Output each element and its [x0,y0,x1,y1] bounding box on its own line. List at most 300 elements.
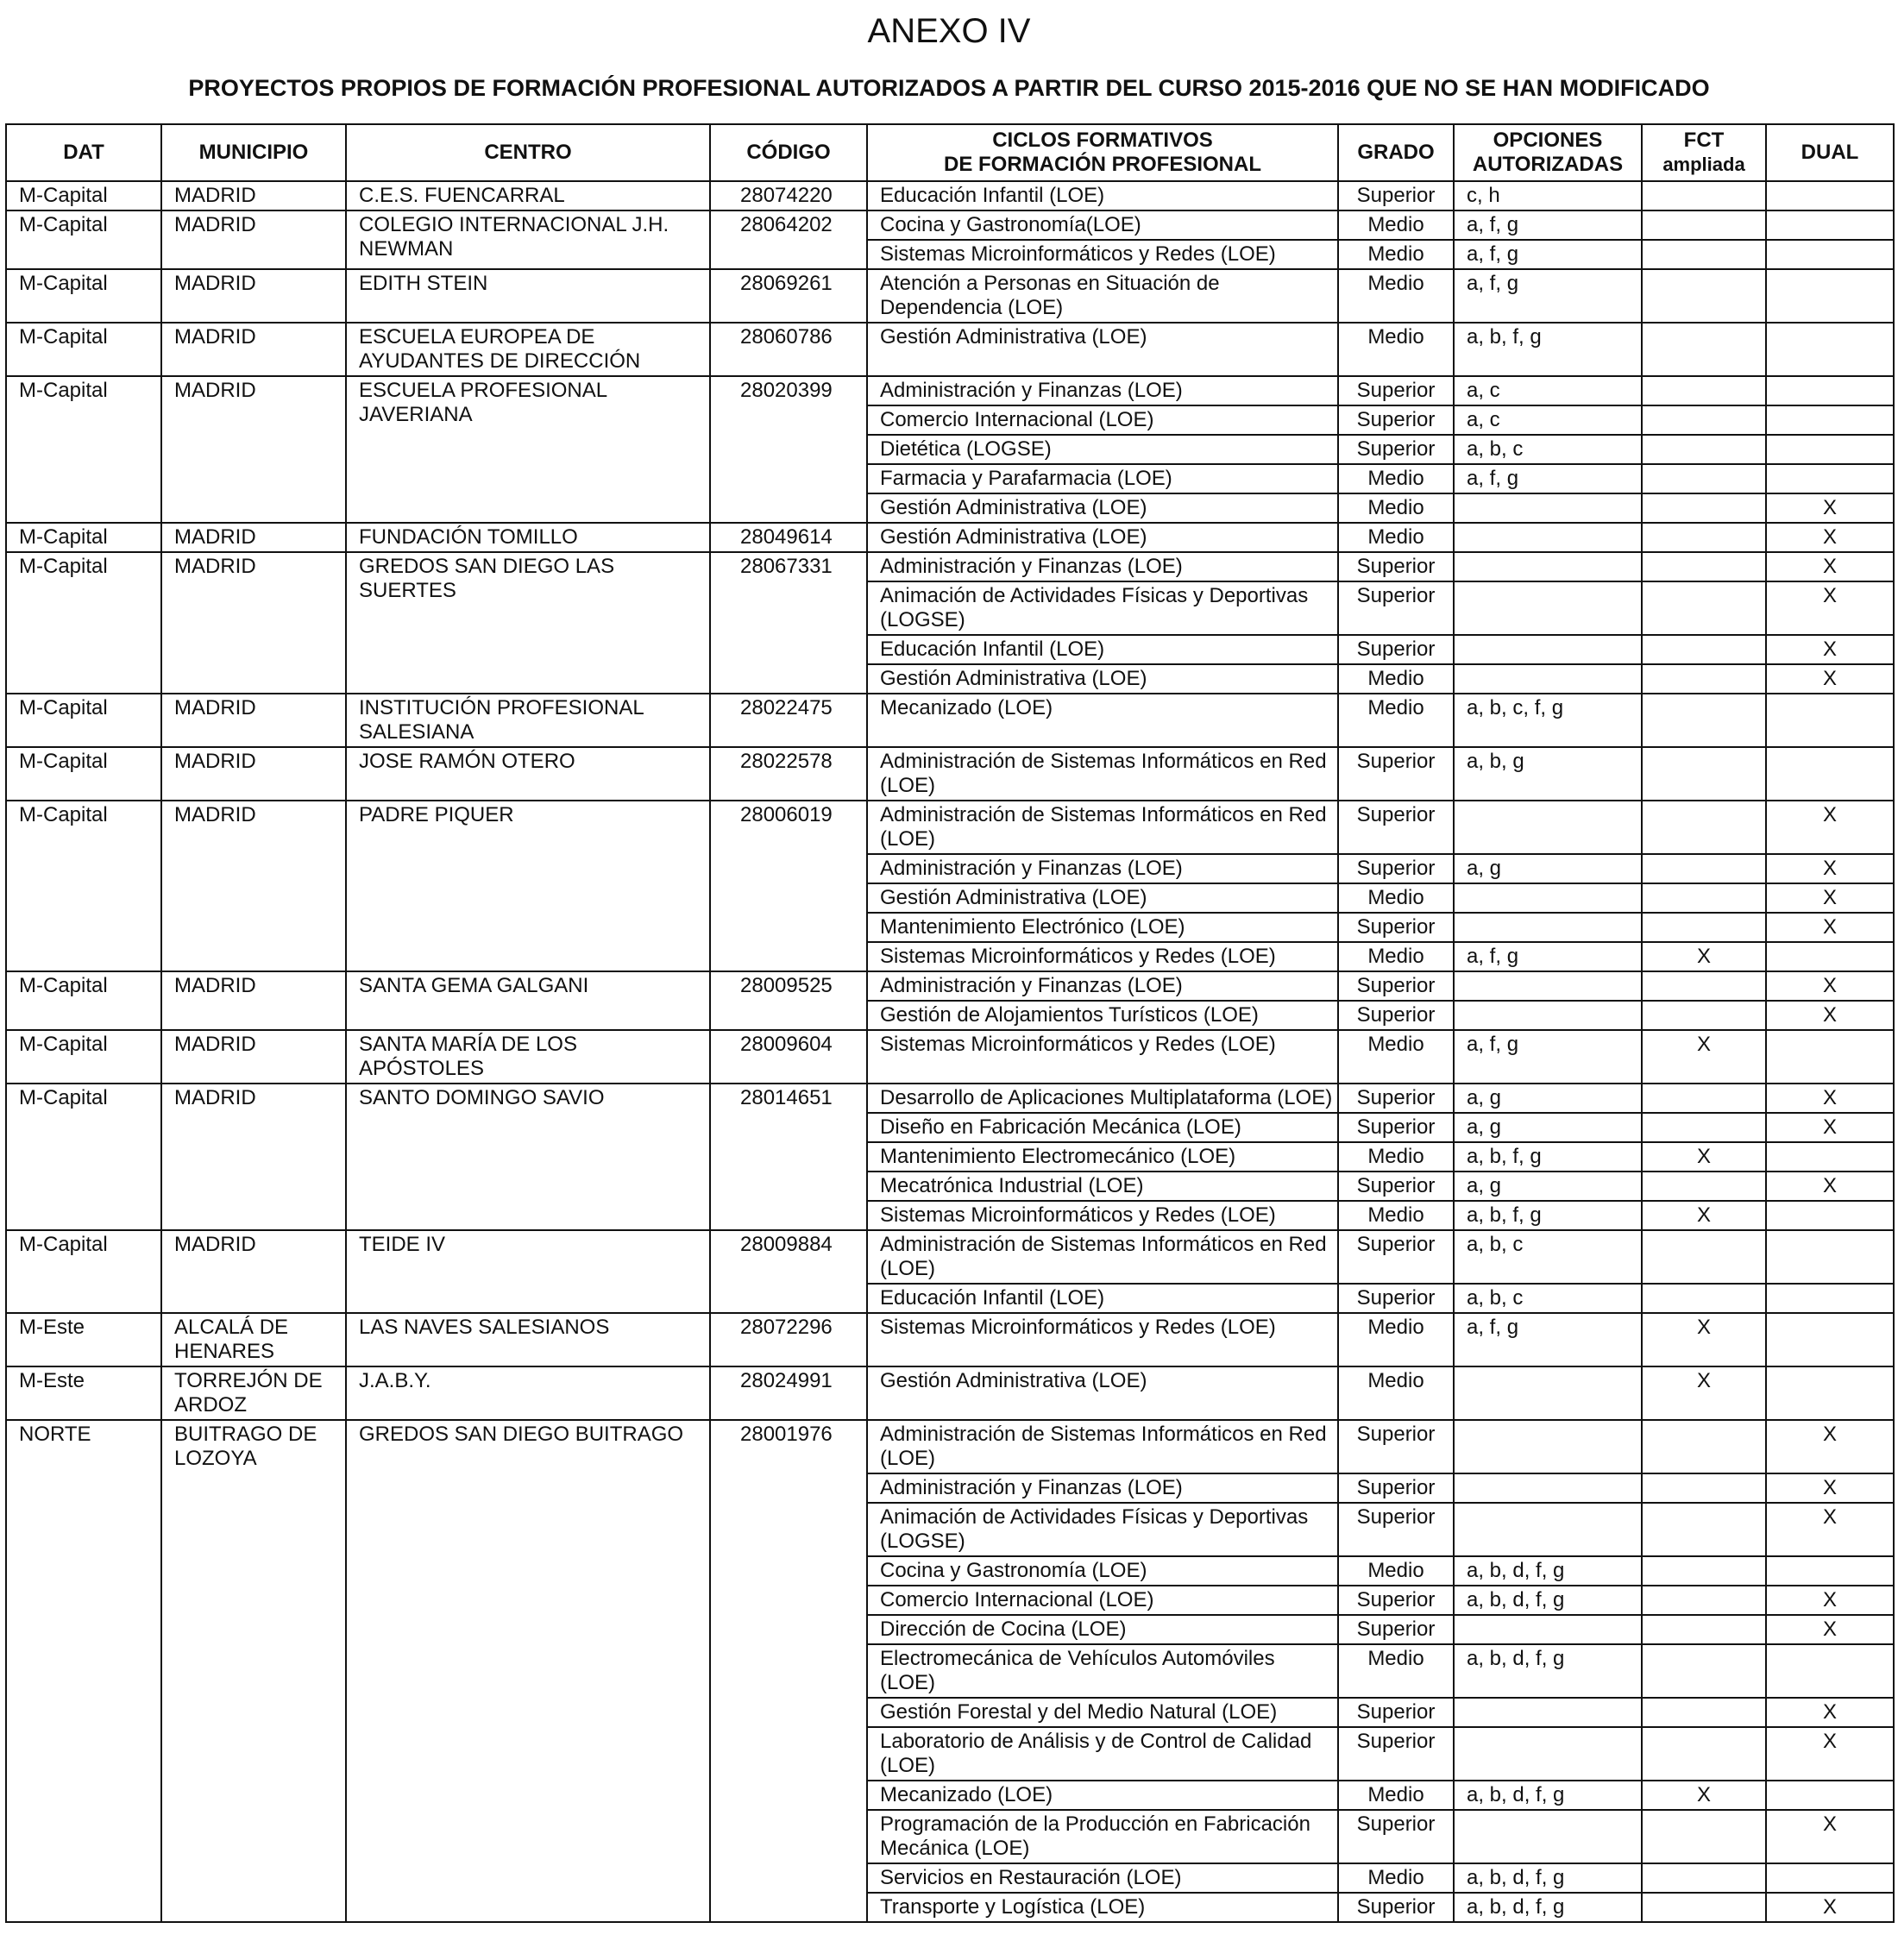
cell-grado: Superior [1338,854,1454,883]
table-row [6,1230,1894,1284]
cell-dual [1766,405,1894,435]
cell-grado: Superior [1338,1113,1454,1142]
cell-grado: Superior [1338,1810,1454,1863]
cell-ciclo: Gestión de Alojamientos Turísticos (LOE) [867,1001,1338,1030]
cell-grado: Superior [1338,181,1454,210]
cell-grado: Medio [1338,240,1454,269]
cell-dual [1766,1030,1894,1084]
cell-dual: X [1766,1810,1894,1863]
cell-opciones: a, b, d, f, g [1454,1781,1642,1810]
cell-dual [1766,1863,1894,1893]
cell-dual [1766,1556,1894,1586]
header-fct-line-2: ampliada [1662,154,1745,175]
cell-ciclo: Comercio Internacional (LOE) [867,1586,1338,1615]
cell-opciones: a, b, d, f, g [1454,1644,1642,1698]
cell-centro: SANTO DOMINGO SAVIO [346,1084,710,1230]
cell-fct [1642,1727,1766,1781]
cell-dual [1766,181,1894,210]
cell-fct [1642,747,1766,801]
cell-municipio: MADRID [161,181,346,210]
header-row [6,124,1894,181]
cell-fct [1642,493,1766,523]
table-row [6,181,1894,210]
cell-centro: ESCUELA PROFESIONAL JAVERIANA [346,376,710,523]
cell-ciclo: Administración y Finanzas (LOE) [867,376,1338,405]
cell-dual: X [1766,635,1894,664]
cell-ciclo: Animación de Actividades Físicas y Deportivas (LOGSE) [867,581,1338,635]
cell-municipio: MADRID [161,1030,346,1084]
cell-opciones [1454,883,1642,913]
cell-grado: Superior [1338,1420,1454,1473]
table-row [6,523,1894,552]
cell-dual [1766,1644,1894,1698]
cell-grado: Medio [1338,1366,1454,1420]
cell-ciclo: Mecatrónica Industrial (LOE) [867,1172,1338,1201]
table-row [6,747,1894,801]
cell-fct [1642,694,1766,747]
cell-municipio: MADRID [161,1230,346,1313]
cell-fct [1642,1084,1766,1113]
annex-table [5,123,1895,1923]
cell-dual: X [1766,1473,1894,1503]
cell-centro: SANTA GEMA GALGANI [346,971,710,1030]
cell-opciones [1454,1503,1642,1556]
cell-codigo: 28072296 [710,1313,867,1366]
cell-ciclo: Programación de la Producción en Fabricación Mecánica (LOE) [867,1810,1338,1863]
cell-codigo: 28001976 [710,1420,867,1922]
cell-ciclo: Atención a Personas en Situación de Dependencia (LOE) [867,269,1338,323]
cell-fct [1642,1810,1766,1863]
cell-centro: TEIDE IV [346,1230,710,1313]
cell-dat: M-Capital [6,376,161,523]
header-fct [1642,124,1766,181]
cell-fct [1642,1893,1766,1922]
cell-codigo: 28049614 [710,523,867,552]
cell-ciclo: Sistemas Microinformáticos y Redes (LOE) [867,942,1338,971]
cell-ciclo: Mecanizado (LOE) [867,694,1338,747]
header-fct-line-1: FCT [1683,129,1725,152]
document-title: ANEXO IV [867,12,1031,50]
cell-opciones: a, g [1454,1172,1642,1201]
cell-ciclo: Educación Infantil (LOE) [867,1284,1338,1313]
cell-grado: Superior [1338,405,1454,435]
cell-ciclo: Administración y Finanzas (LOE) [867,854,1338,883]
cell-dual: X [1766,1001,1894,1030]
table-row [6,1420,1894,1473]
cell-dual: X [1766,1420,1894,1473]
cell-municipio: MADRID [161,552,346,694]
cell-centro: LAS NAVES SALESIANOS [346,1313,710,1366]
cell-centro: SANTA MARÍA DE LOS APÓSTOLES [346,1030,710,1084]
table-row [6,971,1894,1001]
cell-centro: COLEGIO INTERNACIONAL J.H. NEWMAN [346,210,710,269]
cell-centro: JOSE RAMÓN OTERO [346,747,710,801]
cell-dual [1766,240,1894,269]
cell-dual: X [1766,1113,1894,1142]
cell-dat: M-Este [6,1366,161,1420]
cell-grado: Medio [1338,664,1454,694]
cell-opciones: a, b, c [1454,435,1642,464]
cell-ciclo: Cocina y Gastronomía(LOE) [867,210,1338,240]
cell-codigo: 28022578 [710,747,867,801]
cell-dat: M-Capital [6,552,161,694]
header-dual: DUAL [1766,124,1894,181]
cell-ciclo: Administración de Sistemas Informáticos en Red (LOE) [867,1420,1338,1473]
cell-dual: X [1766,1698,1894,1727]
cell-ciclo: Gestión Administrativa (LOE) [867,523,1338,552]
cell-dual [1766,747,1894,801]
cell-municipio: BUITRAGO DE LOZOYA [161,1420,346,1922]
cell-ciclo: Dietética (LOGSE) [867,435,1338,464]
cell-opciones: a, g [1454,1113,1642,1142]
cell-fct [1642,1473,1766,1503]
cell-dual: X [1766,1586,1894,1615]
cell-fct [1642,1172,1766,1201]
cell-dual [1766,464,1894,493]
cell-opciones: a, b, f, g [1454,1142,1642,1172]
cell-dual [1766,1230,1894,1284]
cell-ciclo: Administración de Sistemas Informáticos en Red (LOE) [867,1230,1338,1284]
cell-municipio: MADRID [161,376,346,523]
cell-opciones: a, f, g [1454,240,1642,269]
table-row [6,210,1894,240]
cell-dual: X [1766,883,1894,913]
cell-fct [1642,1113,1766,1142]
cell-opciones [1454,801,1642,854]
cell-dual [1766,942,1894,971]
cell-fct [1642,854,1766,883]
cell-ciclo: Transporte y Logística (LOE) [867,1893,1338,1922]
header-ciclos-line-1: CICLOS FORMATIVOS [992,129,1213,152]
cell-dual [1766,323,1894,376]
cell-opciones: a, b, d, f, g [1454,1893,1642,1922]
cell-centro: C.E.S. FUENCARRAL [346,181,710,210]
cell-dual [1766,1284,1894,1313]
cell-municipio: ALCALÁ DE HENARES [161,1313,346,1366]
cell-grado: Medio [1338,1313,1454,1366]
cell-fct [1642,1230,1766,1284]
cell-dat: NORTE [6,1420,161,1922]
cell-centro: EDITH STEIN [346,269,710,323]
cell-codigo: 28069261 [710,269,867,323]
cell-fct [1642,269,1766,323]
table-row [6,552,1894,581]
cell-codigo: 28067331 [710,552,867,694]
cell-opciones: a, f, g [1454,1030,1642,1084]
cell-dat: M-Capital [6,523,161,552]
cell-dual: X [1766,1615,1894,1644]
cell-ciclo: Sistemas Microinformáticos y Redes (LOE) [867,240,1338,269]
cell-grado: Medio [1338,1644,1454,1698]
cell-grado: Superior [1338,1615,1454,1644]
header-opciones [1454,124,1642,181]
cell-ciclo: Administración y Finanzas (LOE) [867,971,1338,1001]
cell-grado: Superior [1338,1893,1454,1922]
cell-dual: X [1766,1503,1894,1556]
cell-opciones: a, g [1454,854,1642,883]
cell-fct [1642,464,1766,493]
cell-codigo: 28060786 [710,323,867,376]
cell-opciones: a, c [1454,405,1642,435]
cell-opciones [1454,552,1642,581]
cell-grado: Superior [1338,376,1454,405]
cell-ciclo: Farmacia y Parafarmacia (LOE) [867,464,1338,493]
cell-ciclo: Gestión Administrativa (LOE) [867,323,1338,376]
cell-fct: X [1642,1313,1766,1366]
cell-opciones [1454,664,1642,694]
cell-opciones [1454,1698,1642,1727]
cell-opciones: a, f, g [1454,942,1642,971]
cell-ciclo: Mecanizado (LOE) [867,1781,1338,1810]
cell-codigo: 28006019 [710,801,867,971]
table-row [6,269,1894,323]
cell-dat: M-Capital [6,181,161,210]
header-municipio: MUNICIPIO [161,124,346,181]
cell-codigo: 28009884 [710,1230,867,1313]
cell-opciones: c, h [1454,181,1642,210]
cell-centro: PADRE PIQUER [346,801,710,971]
cell-ciclo: Sistemas Microinformáticos y Redes (LOE) [867,1201,1338,1230]
cell-fct [1642,1586,1766,1615]
cell-fct [1642,1284,1766,1313]
cell-ciclo: Educación Infantil (LOE) [867,181,1338,210]
table-row [6,694,1894,747]
cell-grado: Superior [1338,1586,1454,1615]
cell-dual [1766,376,1894,405]
cell-grado: Superior [1338,1084,1454,1113]
cell-opciones: a, g [1454,1084,1642,1113]
cell-grado: Superior [1338,581,1454,635]
cell-grado: Superior [1338,1727,1454,1781]
cell-fct [1642,435,1766,464]
cell-dat: M-Capital [6,1084,161,1230]
cell-grado: Medio [1338,323,1454,376]
cell-ciclo: Mantenimiento Electrónico (LOE) [867,913,1338,942]
cell-dual: X [1766,1084,1894,1113]
cell-dual: X [1766,1727,1894,1781]
cell-ciclo: Administración y Finanzas (LOE) [867,552,1338,581]
cell-fct [1642,1556,1766,1586]
cell-municipio: TORREJÓN DE ARDOZ [161,1366,346,1420]
cell-opciones [1454,635,1642,664]
cell-fct [1642,1698,1766,1727]
cell-fct [1642,664,1766,694]
cell-dual: X [1766,1172,1894,1201]
cell-grado: Superior [1338,435,1454,464]
cell-dat: M-Capital [6,801,161,971]
cell-fct [1642,552,1766,581]
cell-grado: Superior [1338,1284,1454,1313]
table-row [6,323,1894,376]
table-row [6,801,1894,854]
cell-grado: Superior [1338,801,1454,854]
cell-municipio: MADRID [161,210,346,269]
header-opciones-line-2: AUTORIZADAS [1472,153,1624,176]
header-centro: CENTRO [346,124,710,181]
cell-codigo: 28020399 [710,376,867,523]
table-row [6,1313,1894,1366]
cell-dual: X [1766,552,1894,581]
cell-dual [1766,694,1894,747]
cell-fct [1642,523,1766,552]
cell-grado: Superior [1338,971,1454,1001]
cell-dual [1766,1366,1894,1420]
cell-ciclo: Servicios en Restauración (LOE) [867,1863,1338,1893]
cell-opciones: a, b, d, f, g [1454,1586,1642,1615]
cell-codigo: 28014651 [710,1084,867,1230]
cell-grado: Superior [1338,1001,1454,1030]
cell-ciclo: Laboratorio de Análisis y de Control de Calidad (LOE) [867,1727,1338,1781]
header-codigo: CÓDIGO [710,124,867,181]
cell-fct [1642,1420,1766,1473]
cell-dual [1766,1781,1894,1810]
cell-fct [1642,240,1766,269]
table-row [6,1030,1894,1084]
cell-ciclo: Administración de Sistemas Informáticos en Red (LOE) [867,801,1338,854]
cell-centro: GREDOS SAN DIEGO BUITRAGO [346,1420,710,1922]
cell-fct [1642,1615,1766,1644]
cell-dat: M-Capital [6,269,161,323]
cell-dual: X [1766,493,1894,523]
table-body [6,181,1894,1922]
cell-grado: Medio [1338,269,1454,323]
cell-dual: X [1766,581,1894,635]
cell-ciclo: Dirección de Cocina (LOE) [867,1615,1338,1644]
header-opciones-line-1: OPCIONES [1493,129,1603,152]
cell-opciones [1454,1420,1642,1473]
cell-opciones: a, b, d, f, g [1454,1863,1642,1893]
cell-dat: M-Capital [6,1030,161,1084]
cell-dual: X [1766,1893,1894,1922]
cell-fct [1642,635,1766,664]
cell-grado: Superior [1338,1503,1454,1556]
cell-municipio: MADRID [161,323,346,376]
cell-dat: M-Este [6,1313,161,1366]
cell-dual [1766,1313,1894,1366]
cell-fct: X [1642,1781,1766,1810]
cell-dat: M-Capital [6,1230,161,1313]
cell-codigo: 28064202 [710,210,867,269]
cell-ciclo: Desarrollo de Aplicaciones Multiplataforma (LOE) [867,1084,1338,1113]
cell-centro: J.A.B.Y. [346,1366,710,1420]
header-ciclos-line-2: DE FORMACIÓN PROFESIONAL [943,153,1261,176]
cell-municipio: MADRID [161,269,346,323]
cell-grado: Medio [1338,694,1454,747]
cell-ciclo: Administración de Sistemas Informáticos en Red (LOE) [867,747,1338,801]
table-row [6,1084,1894,1113]
cell-ciclo: Gestión Administrativa (LOE) [867,664,1338,694]
cell-grado: Superior [1338,1698,1454,1727]
cell-opciones [1454,1473,1642,1503]
cell-opciones: a, b, d, f, g [1454,1556,1642,1586]
cell-opciones [1454,1366,1642,1420]
header-grado: GRADO [1338,124,1454,181]
cell-opciones [1454,581,1642,635]
cell-grado: Medio [1338,464,1454,493]
cell-dat: M-Capital [6,971,161,1030]
cell-opciones: a, b, f, g [1454,1201,1642,1230]
cell-grado: Superior [1338,913,1454,942]
cell-grado: Medio [1338,1863,1454,1893]
cell-opciones: a, b, c [1454,1230,1642,1284]
cell-grado: Superior [1338,635,1454,664]
cell-opciones: a, f, g [1454,269,1642,323]
cell-ciclo: Diseño en Fabricación Mecánica (LOE) [867,1113,1338,1142]
cell-ciclo: Gestión Administrativa (LOE) [867,493,1338,523]
cell-municipio: MADRID [161,801,346,971]
cell-opciones [1454,971,1642,1001]
cell-opciones: a, c [1454,376,1642,405]
cell-grado: Medio [1338,523,1454,552]
cell-fct: X [1642,1030,1766,1084]
cell-ciclo: Gestión Forestal y del Medio Natural (LOE) [867,1698,1338,1727]
cell-dual [1766,435,1894,464]
cell-ciclo: Gestión Administrativa (LOE) [867,1366,1338,1420]
cell-centro: INSTITUCIÓN PROFESIONAL SALESIANA [346,694,710,747]
cell-dat: M-Capital [6,694,161,747]
document-subtitle: PROYECTOS PROPIOS DE FORMACIÓN PROFESIONAL AUTORIZADOS A PARTIR DEL CURSO 2015-2016 QUE NO SE HAN MODIFICADO [188,75,1710,101]
cell-fct [1642,581,1766,635]
cell-codigo: 28024991 [710,1366,867,1420]
cell-fct [1642,405,1766,435]
cell-opciones: a, f, g [1454,1313,1642,1366]
cell-centro: ESCUELA EUROPEA DE AYUDANTES DE DIRECCIÓN [346,323,710,376]
cell-dat: M-Capital [6,210,161,269]
cell-fct [1642,376,1766,405]
cell-grado: Superior [1338,1230,1454,1284]
header-dat: DAT [6,124,161,181]
cell-fct [1642,913,1766,942]
cell-opciones [1454,1727,1642,1781]
cell-municipio: MADRID [161,1084,346,1230]
cell-fct [1642,1001,1766,1030]
cell-municipio: MADRID [161,971,346,1030]
cell-grado: Superior [1338,1172,1454,1201]
cell-grado: Medio [1338,210,1454,240]
cell-ciclo: Educación Infantil (LOE) [867,635,1338,664]
cell-fct [1642,210,1766,240]
cell-dual [1766,210,1894,240]
cell-fct: X [1642,1366,1766,1420]
cell-ciclo: Gestión Administrativa (LOE) [867,883,1338,913]
cell-opciones [1454,1001,1642,1030]
cell-opciones: a, b, c [1454,1284,1642,1313]
cell-grado: Superior [1338,552,1454,581]
cell-opciones [1454,1615,1642,1644]
cell-codigo: 28074220 [710,181,867,210]
cell-fct: X [1642,1201,1766,1230]
cell-opciones: a, b, c, f, g [1454,694,1642,747]
cell-opciones: a, b, g [1454,747,1642,801]
cell-grado: Medio [1338,1781,1454,1810]
cell-ciclo: Animación de Actividades Físicas y Deportivas (LOGSE) [867,1503,1338,1556]
table-row [6,1366,1894,1420]
cell-dual: X [1766,854,1894,883]
cell-grado: Superior [1338,747,1454,801]
cell-grado: Medio [1338,942,1454,971]
cell-opciones: a, b, f, g [1454,323,1642,376]
cell-opciones [1454,1810,1642,1863]
cell-ciclo: Administración y Finanzas (LOE) [867,1473,1338,1503]
cell-ciclo: Electromecánica de Vehículos Automóviles (LOE) [867,1644,1338,1698]
cell-centro: GREDOS SAN DIEGO LAS SUERTES [346,552,710,694]
cell-fct [1642,1644,1766,1698]
cell-opciones [1454,493,1642,523]
cell-grado: Medio [1338,1201,1454,1230]
cell-ciclo: Sistemas Microinformáticos y Redes (LOE) [867,1313,1338,1366]
cell-codigo: 28009604 [710,1030,867,1084]
cell-ciclo: Mantenimiento Electromecánico (LOE) [867,1142,1338,1172]
